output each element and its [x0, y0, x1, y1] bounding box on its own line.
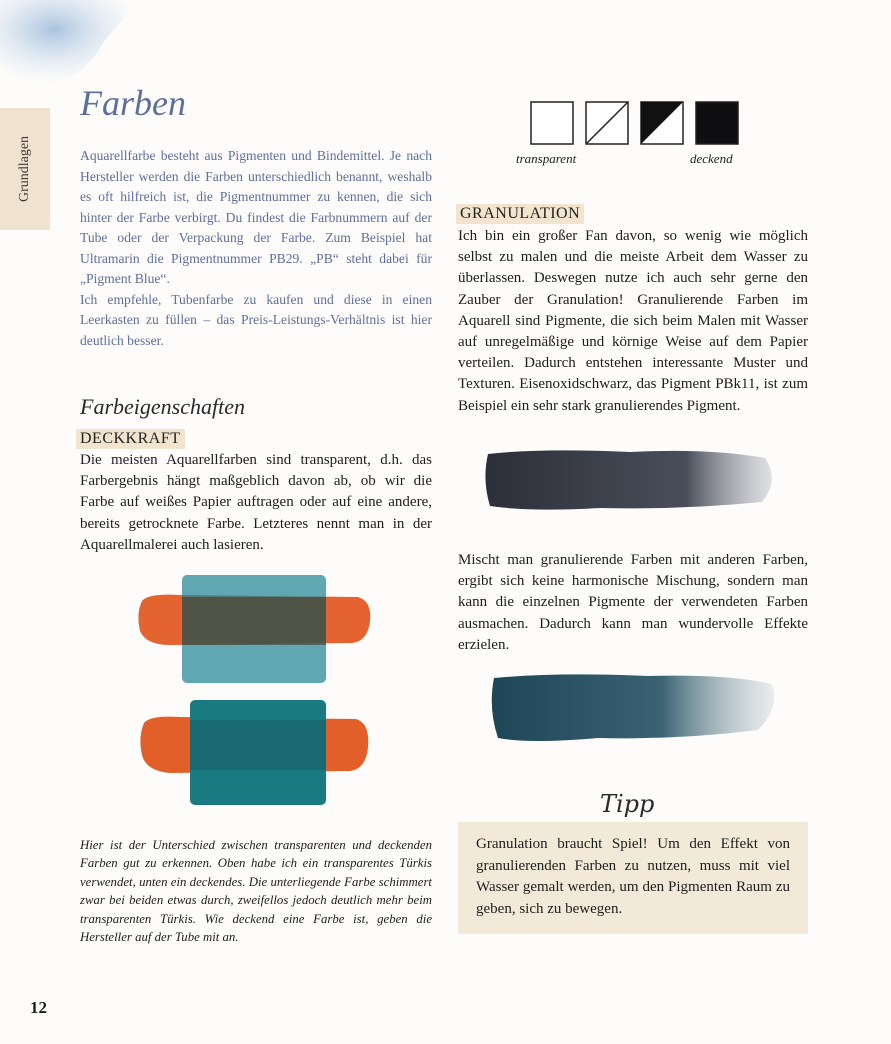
- granulation-stroke-dark: [480, 440, 780, 520]
- intro-paragraph: Aquarellfarbe besteht aus Pigmenten und Bindemittel. Je nach Hersteller werden die Farben unterschiedlich benannt, weshalb es oft hilfreich ist, die Pigmentnummer zu kennen, die sich hinter der Farbe verbirgt. Du findest die Farbnummern auf der Tube oder der Verpackung der Farbe. Zum Beispiel hat Ultramarin die Pigmentnummer PB29. „PB“ steht dabei für „Pigment Blue“.: [80, 148, 432, 286]
- deckkraft-body: [80, 450, 432, 556]
- granulation-body: [458, 226, 808, 417]
- page-number: 12: [30, 998, 47, 1017]
- mix-body: [458, 550, 808, 656]
- box-opaque: [696, 102, 738, 144]
- intro-text: [80, 146, 432, 351]
- overlap-dark-band: [182, 597, 326, 645]
- deckkraft-label: DECKKRAFT: [76, 429, 185, 449]
- page-title: Farben: [80, 83, 186, 123]
- granulation-label: GRANULATION: [456, 204, 584, 224]
- tipp-heading-text: Tipp: [600, 790, 655, 818]
- granulation-paragraph: Ich bin ein großer Fan davon, so wenig wie möglich selbst zu malen und die meiste Arbeit dem Wasser zu überlassen. Deswegen nutze ich auch sehr gerne den Zauber der Granulation! Granulierende Farben im Aquarell sind Pigmente, die sich beim Malen mit Wasser auf unregelmäßige und körnige Weise auf dem Papier verteilen. Dadurch entstehen interessante Muster und Texturen. Eisenoxidschwarz, das Pigment PBk11, ist zum Beispiel ein sehr stark granulierendes Pigment.: [458, 228, 808, 414]
- scale-label-transparent: transparent: [516, 151, 577, 166]
- watercolor-wash-decoration: [0, 0, 140, 90]
- opacity-scale: [528, 100, 742, 146]
- paint-swatches-image: [130, 565, 380, 810]
- section-tab: [0, 108, 50, 230]
- deckkraft-paragraph: Die meisten Aquarellfarben sind transparent, d.h. das Farbergebnis hängt maßgeblich davon ab, ob wir die Farbe auf weißes Papier auftragen oder auf eine andere, bereits getrocknete Farbe. Letzteres nennt man in der Aquarellmalerei auch lasieren.: [80, 452, 432, 553]
- overlap-opaque-band: [190, 720, 326, 770]
- tipp-heading: [596, 784, 672, 824]
- scale-label-opaque: deckend: [690, 151, 733, 166]
- mix-paragraph: Mischt man granulierende Farben mit anderen Farben, ergibt sich keine harmonische Mischung, sondern man kann die einzelnen Pigmente der verwendeten Farben ausmachen. Dadurch kann man wundervolle Effekte erzielen.: [458, 552, 808, 653]
- deckkraft-caption: Hier ist der Unterschied zwischen transparenten und deckenden Farben gut zu erkennen. Oben habe ich ein transparentes Türkis verwendet, unten ein deckendes. Die unterliegende Farbe schimmert zwar bei beiden etwas durch, zweifellos jedoch deutlich mehr beim transparenten Türkis. Wie deckend eine Farbe ist, geben die Hersteller auf der Tube mit an.: [80, 838, 432, 945]
- granulation-stroke-teal: [488, 668, 778, 748]
- intro-paragraph: Ich empfehle, Tubenfarbe zu kaufen und diese in einen Leerkasten zu füllen – das Preis-Leistungs-Verhältnis ist hier deutlich besser.: [80, 291, 432, 348]
- section-tab-label: Grundlagen: [17, 135, 32, 203]
- tipp-body: Granulation braucht Spiel! Um den Effekt von granulierenden Farben zu nutzen, muss mit viel Wasser gemalt werden, um den Pigmenten Raum zu geben, sich zu bewegen.: [476, 836, 790, 917]
- subheading: Farbeigenschaften: [80, 394, 245, 419]
- tipp-box: [458, 822, 808, 934]
- box-transparent: [531, 102, 573, 144]
